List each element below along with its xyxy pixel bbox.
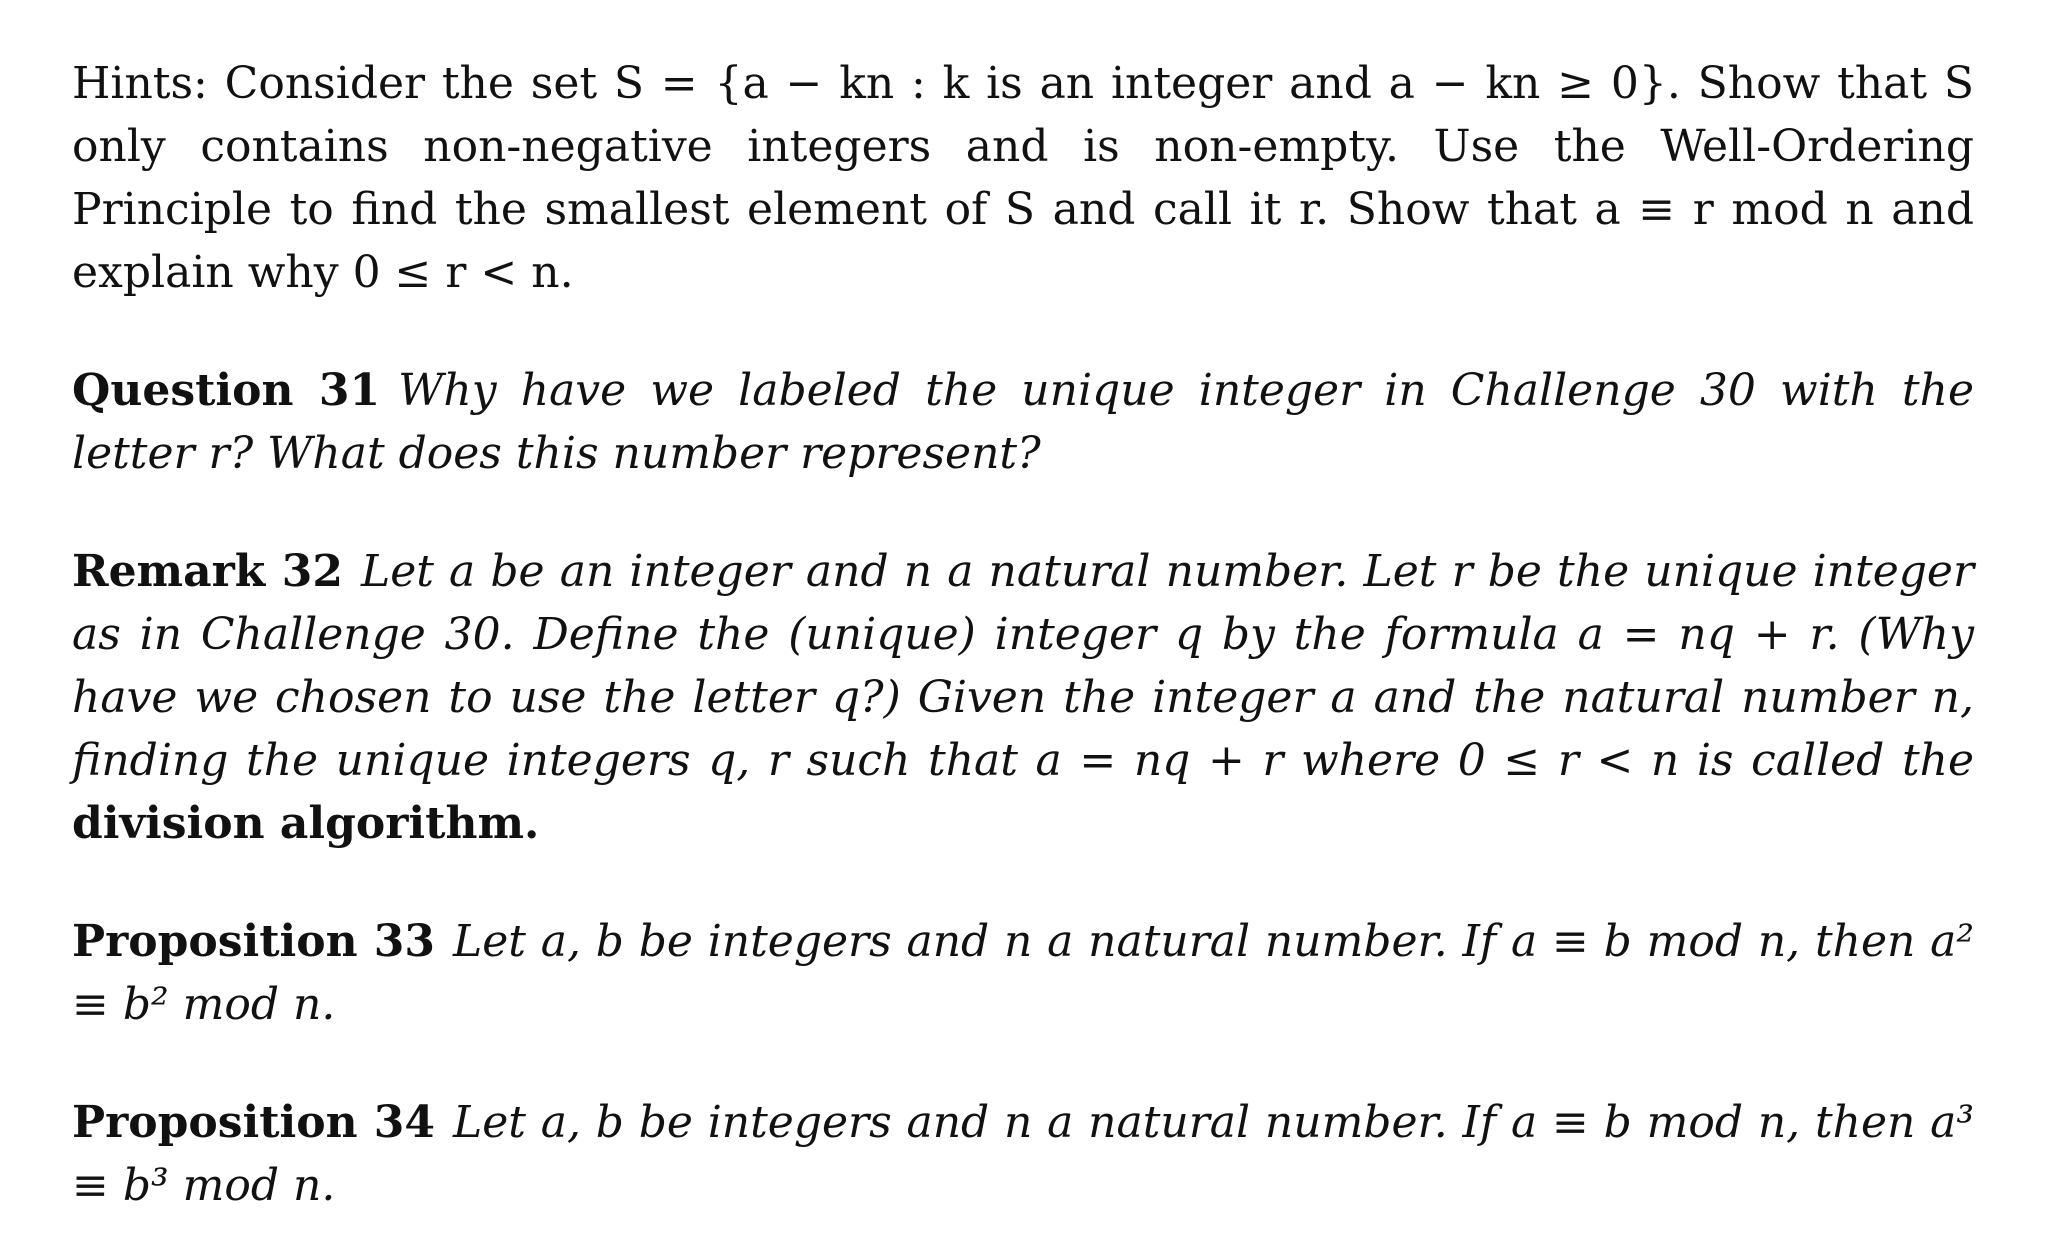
proposition-34-body: Let a, b be integers and n a natural number. If a ≡ b mod n, then a³ ≡ b³ mod n. xyxy=(72,1097,1975,1211)
question-31-body: Why have we labeled the unique integer in Challenge 30 with the letter r? What does this number represent? xyxy=(72,365,1974,479)
remark-32 xyxy=(72,540,1974,855)
remark-32-heading: Remark 32 xyxy=(72,546,343,597)
question-31 xyxy=(72,359,1974,485)
proposition-33 xyxy=(72,910,1974,1036)
proposition-34-heading: Proposition 34 xyxy=(72,1097,435,1148)
remark-32-bold-term: division algorithm. xyxy=(72,798,540,849)
proposition-33-body: Let a, b be integers and n a natural number. If a ≡ b mod n, then a² ≡ b² mod n. xyxy=(72,916,1975,1030)
hints-paragraph xyxy=(72,52,1974,304)
remark-32-body: Let a be an integer and n a natural number. Let r be the unique integer as in Challenge 30. Define the (unique) integer q by the formula a = nq + r. (Why have we chosen to use the letter q?) Given the integer a and the natural number n, finding the unique integers q, r such that a = nq + r where 0 ≤ r < n is called the xyxy=(72,546,1975,786)
hints-text: Hints: Consider the set S = {a − kn : k is an integer and a − kn ≥ 0}. Show that S only contains non-negative integers and is non-empty. Use the Well-Ordering Principle to find the smallest element of S and call it r. Show that a ≡ r mod n and explain why 0 ≤ r < n. xyxy=(72,58,1974,298)
question-31-heading: Question 31 xyxy=(72,365,381,416)
proposition-33-heading: Proposition 33 xyxy=(72,916,435,967)
proposition-34 xyxy=(72,1091,1974,1217)
